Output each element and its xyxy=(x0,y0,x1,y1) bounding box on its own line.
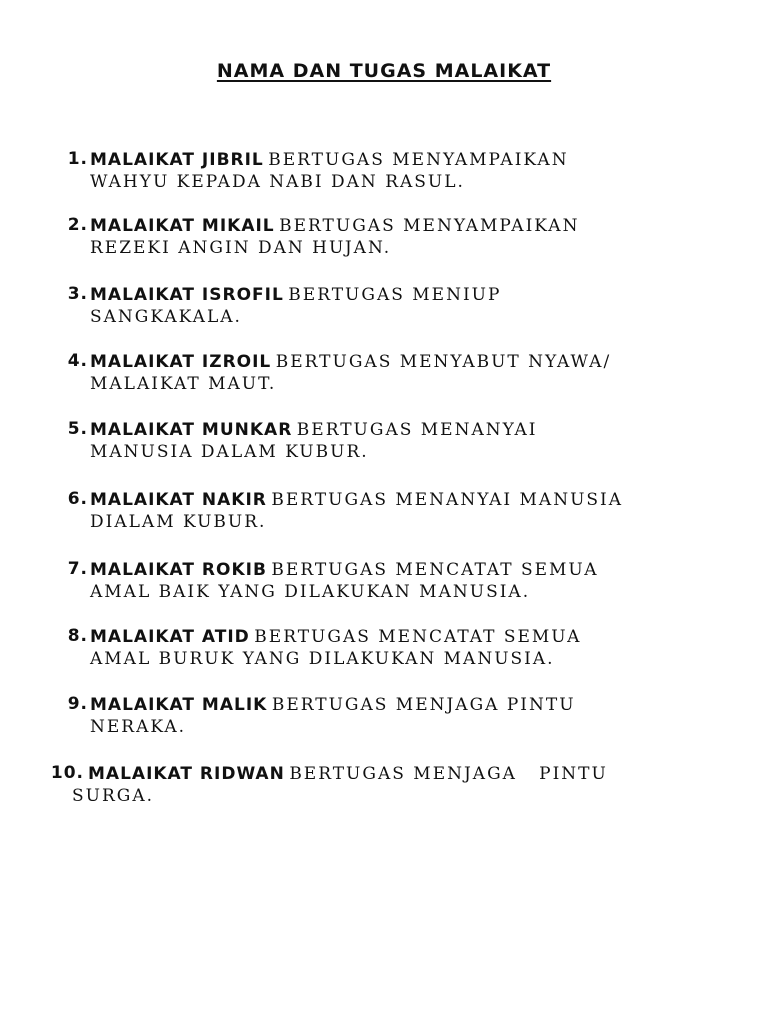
item-description: BERTUGAS MENJAGA PINTU xyxy=(289,764,608,784)
item-line-1 xyxy=(90,488,623,512)
item-line-1 xyxy=(90,693,576,717)
item-number: 6. xyxy=(67,489,88,509)
item-line-1 xyxy=(90,283,501,307)
item-description-continued: AMAL BURUK YANG DILAKUKAN MANUSIA. xyxy=(90,649,555,669)
item-number: 3. xyxy=(67,284,88,304)
item-description: BERTUGAS MENANYAI MANUSIA xyxy=(271,490,624,510)
item-description: BERTUGAS MENCATAT SEMUA xyxy=(254,627,582,647)
angel-name: MALAIKAT MALIK xyxy=(90,695,268,715)
angel-name: MALAIKAT NAKIR xyxy=(90,490,267,510)
item-description-continued: AMAL BAIK YANG DILAKUKAN MANUSIA. xyxy=(90,582,531,602)
angel-name: MALAIKAT JIBRIL xyxy=(90,150,264,170)
item-description-continued: MALAIKAT MAUT. xyxy=(90,374,277,394)
angel-name: MALAIKAT RIDWAN xyxy=(88,764,285,784)
item-number: 9. xyxy=(67,694,88,714)
item-description: BERTUGAS MENANYAI xyxy=(296,420,538,440)
item-line-1 xyxy=(90,214,579,238)
angel-name: MALAIKAT ISROFIL xyxy=(90,285,284,305)
item-number: 4. xyxy=(67,351,88,371)
item-number: 5. xyxy=(67,419,88,439)
item-number: 8. xyxy=(67,626,88,646)
angel-name: MALAIKAT MIKAIL xyxy=(90,216,275,236)
item-description-continued: NERAKA. xyxy=(90,717,187,737)
item-description-continued: SURGA. xyxy=(72,786,155,806)
item-description: BERTUGAS MENJAGA PINTU xyxy=(271,695,576,715)
item-line-1 xyxy=(88,762,608,786)
document-title xyxy=(0,58,768,84)
item-description: BERTUGAS MENYAMPAIKAN xyxy=(268,150,569,170)
item-description: BERTUGAS MENYAMPAIKAN xyxy=(279,216,580,236)
item-description-continued: MANUSIA DALAM KUBUR. xyxy=(90,442,369,462)
angel-name: MALAIKAT ROKIB xyxy=(90,560,267,580)
item-line-1 xyxy=(90,148,569,172)
item-number: 1. xyxy=(67,149,88,169)
item-description-continued: DIALAM KUBUR. xyxy=(90,512,267,532)
item-description: BERTUGAS MENIUP xyxy=(288,285,502,305)
item-description-continued: WAHYU KEPADA NABI DAN RASUL. xyxy=(90,172,465,192)
item-description: BERTUGAS MENYABUT NYAWA/ xyxy=(275,352,612,372)
item-number: 2. xyxy=(67,215,88,235)
item-description: BERTUGAS MENCATAT SEMUA xyxy=(271,560,599,580)
item-line-1 xyxy=(90,350,611,374)
item-line-1 xyxy=(90,625,581,649)
angel-name: MALAIKAT IZROIL xyxy=(90,352,272,372)
title-text: NAMA DAN TUGAS MALAIKAT xyxy=(216,60,552,82)
item-line-1 xyxy=(90,418,538,442)
item-number: 10. xyxy=(50,763,84,783)
item-description-continued: SANGKAKALA. xyxy=(90,307,242,327)
item-number: 7. xyxy=(67,559,88,579)
angel-name: MALAIKAT MUNKAR xyxy=(90,420,293,440)
item-line-1 xyxy=(90,558,599,582)
angel-name: MALAIKAT ATID xyxy=(90,627,250,647)
item-description-continued: REZEKI ANGIN DAN HUJAN. xyxy=(90,238,392,258)
